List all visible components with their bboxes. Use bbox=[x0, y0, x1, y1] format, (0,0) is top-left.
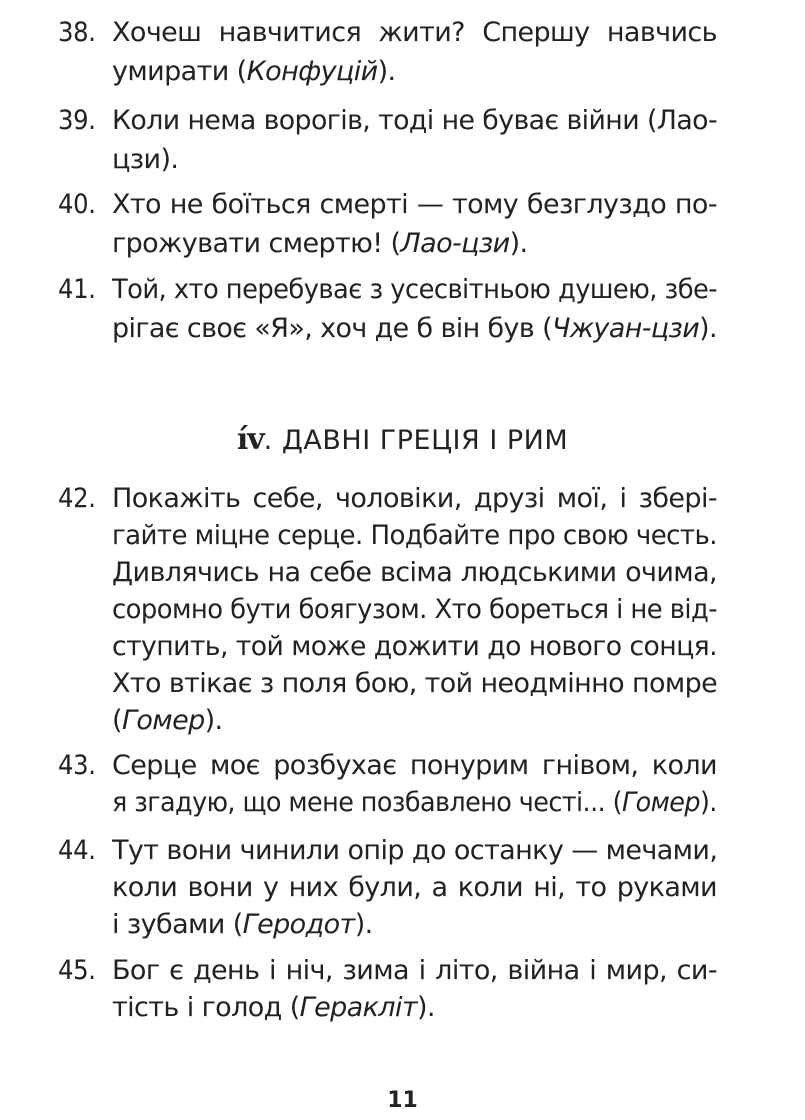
quote-line: коли вони у них були, а коли ні, то руками bbox=[112, 872, 717, 903]
quote-number: 41. bbox=[58, 274, 96, 305]
quote-line bbox=[112, 702, 717, 739]
quote-line bbox=[112, 310, 717, 347]
page-number: 11 bbox=[387, 1088, 418, 1113]
quote-author: Геродот bbox=[242, 909, 355, 940]
quote-line: Коли нема ворогів, тоді не буває війни (Лао- bbox=[112, 105, 718, 136]
quote-number: 38. bbox=[58, 17, 96, 48]
quote-author: Лао-цзи bbox=[400, 228, 510, 259]
quote-line bbox=[112, 906, 717, 943]
quote-author: Геракліт bbox=[299, 992, 417, 1023]
quote-number: 44. bbox=[58, 835, 96, 866]
quote-line: Серце моє розбухає понурим гнівом, коли bbox=[112, 750, 717, 781]
quote-line: соромно бути боягузом. Хто бореться і не від- bbox=[112, 594, 718, 625]
quote-author: Конфуцій bbox=[246, 56, 378, 87]
quote-author: Чжуан-цзи bbox=[551, 313, 700, 344]
quote-text: і зубами ( bbox=[112, 909, 243, 940]
quote-line: гайте міцне серце. Подбайте про свою честь. bbox=[112, 520, 717, 551]
quote-line bbox=[112, 784, 717, 821]
quote-line: Хто не боїться смерті — тому безглуздо по- bbox=[112, 189, 717, 220]
quote-line: Покажіть себе, чоловіки, друзі мої, і збері- bbox=[112, 483, 717, 514]
quote-number: 39. bbox=[58, 105, 96, 136]
quote-number: 40. bbox=[58, 189, 96, 220]
quote-author: Гомер bbox=[121, 705, 205, 736]
quote-line: Бог є день і ніч, зима і літо, війна і мир, си- bbox=[112, 955, 717, 986]
quote-text-tail: ). bbox=[354, 909, 373, 940]
quote-line: ступить, той може дожити до нового сонця. bbox=[112, 631, 718, 662]
quote-line: Хочеш навчитися жити? Спершу навчись bbox=[112, 17, 717, 48]
quote-text: я згадую, що мене позбавлено честі... ( bbox=[112, 787, 623, 818]
quote-text-tail: ). bbox=[699, 313, 718, 344]
section-title: ДАВНІ ГРЕЦІЯ І РИМ bbox=[281, 425, 569, 456]
quote-number: 45. bbox=[58, 955, 96, 986]
quote-author: Гомер bbox=[622, 787, 700, 818]
quote-text: умирати ( bbox=[112, 56, 247, 87]
quote-line bbox=[112, 53, 717, 90]
quote-text-tail: ). bbox=[417, 992, 435, 1023]
quote-text: ( bbox=[112, 705, 122, 736]
quote-line: Той, хто перебуває з усесвітньою душею, збе- bbox=[112, 274, 718, 305]
quote-text: рігає своє «Я», хоч де б він був ( bbox=[112, 313, 552, 344]
quote-text-tail: ). bbox=[377, 56, 396, 87]
section-heading bbox=[0, 418, 805, 463]
quote-number: 42. bbox=[58, 483, 96, 514]
section-separator: . bbox=[263, 425, 273, 456]
quote-text: грожувати смертю! ( bbox=[112, 228, 401, 259]
quote-line: Тут вони чинили опір до останку — мечами, bbox=[112, 835, 718, 866]
quote-line: цзи). bbox=[112, 144, 179, 175]
quote-line bbox=[112, 225, 717, 262]
quote-text-tail: ). bbox=[509, 228, 528, 259]
quote-number: 43. bbox=[58, 750, 96, 781]
quote-line: Дивлячись на себе всіма людськими очима, bbox=[112, 557, 717, 588]
section-numeral: ív bbox=[236, 422, 264, 457]
quote-line bbox=[112, 989, 717, 1026]
quote-text-tail: ). bbox=[699, 787, 717, 818]
quote-text: тість і голод ( bbox=[112, 992, 300, 1023]
quote-line: Хто втікає з поля бою, той неодмінно помре bbox=[112, 668, 718, 699]
quote-text-tail: ). bbox=[204, 705, 223, 736]
